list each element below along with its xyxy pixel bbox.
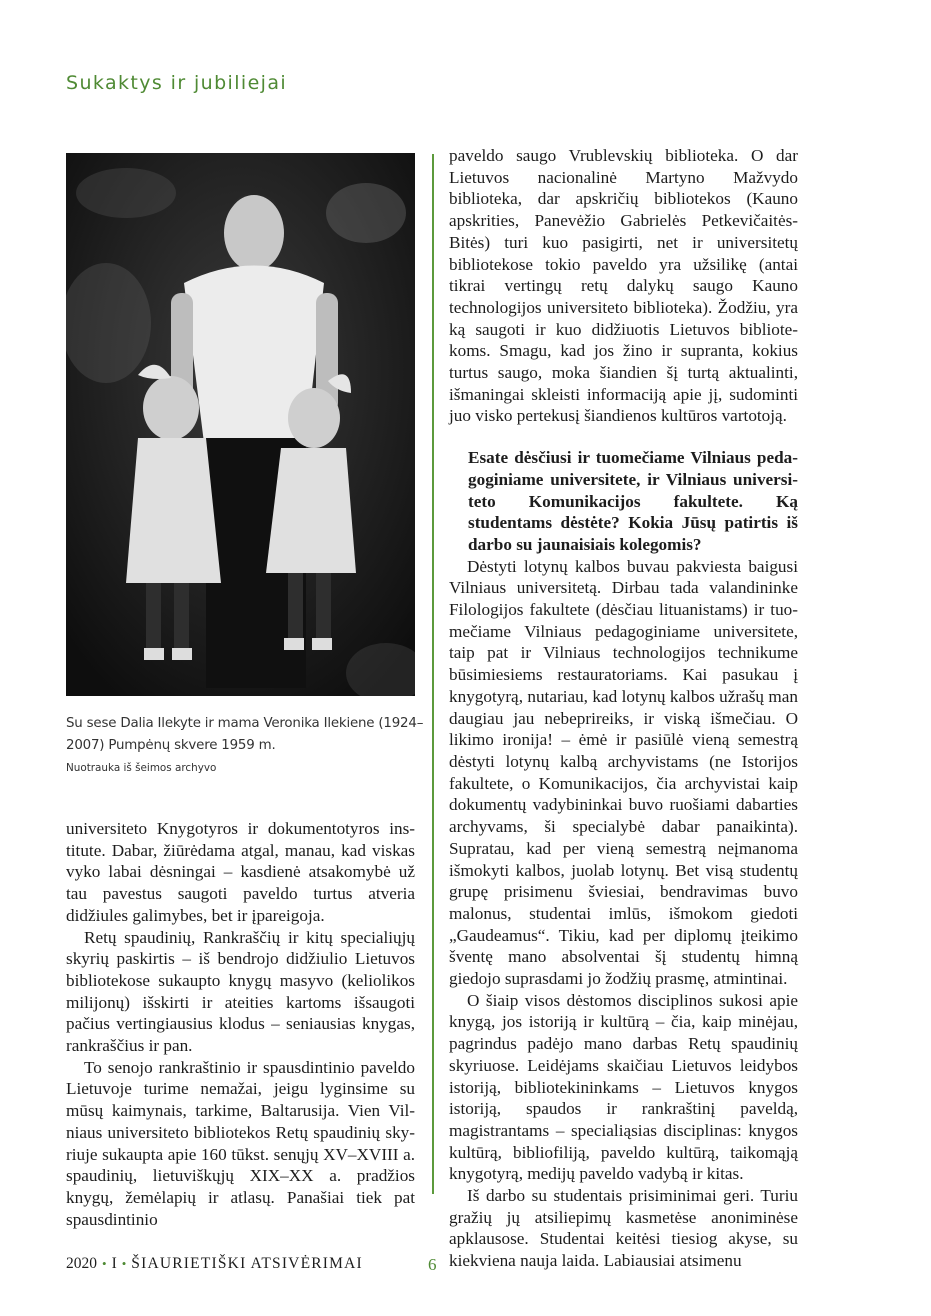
photo-credit: Nuotrauka iš šeimos archyvo <box>66 762 217 774</box>
page-number: 6 <box>428 1255 437 1274</box>
left-column <box>66 818 415 1230</box>
body-paragraph: universiteto Knygotyros ir dokumentotyros institute. Dabar, žiūrėdama atgal, manau, kad viskas vyko labai dėsningai – kasdienė atsakomybė už tau pavestus saugoti paveldo turtus atveria didžiules galimybes, bet ir įpareigoja. <box>66 819 415 925</box>
journal-title: ŠIAURIETIŠKI ATSIVĖRIMAI <box>131 1255 363 1272</box>
bullet-icon: • <box>102 1256 107 1271</box>
family-photo <box>66 153 415 696</box>
page-footer <box>66 1255 446 1273</box>
photo-caption <box>66 713 426 774</box>
body-paragraph: O šiaip visos dėstomos disciplinos sukosi apie knygą, jos istoriją ir kultūrą – čia, kaip minėjau, pagrindus padėjo mano darbas Retų spaudinių skyriuose. Leidėjams skaičiau Lietuvos leidybos istoriją, bibliotekininkams – Lietuvos knygos istoriją, spaudos ir rankraštinį paveldą, magistrantams – specialiąsias disciplinas: knygos kultūrą, bibliofiliją, paveldo kultūrą, taikomąją knygotyrą, medijų paveldo vadybą ir kitas. <box>449 990 798 1184</box>
right-column <box>449 145 798 1272</box>
footer-issue: I <box>111 1255 117 1272</box>
body-paragraph: paveldo saugo Vrublevskių biblioteka. O dar Lietuvos nacionalinė Martyno Mažvydo biblioteka, dar apskričių bibliotekos (Kauno apskrities, Panevėžio Gabrielės Petkevičaitės-Bitės) turi kuo pasigirti, net ir universitetų bibliotekose tokio paveldo yra užsilikę (antai tikrai vertingų retų dalykų saugo Kauno technologijos universiteto biblioteka). Žodžiu, yra ką saugoti ir kuo didžiuotis Lietuvos bibliotekoms. Smagu, kad jos žino ir supranta, kokius turtus saugo, moka šiandien šį turtą aktualinti, išmaningai skleisti informaciją apie jį, sudominti juo visko pertekusį šiandienos kultūros vartotoją. <box>449 146 798 426</box>
interview-question: Esate dėsčiusi ir tuomečiame Vilniaus pedagoginiame universitete, ir Vilniaus universiteto Komunikacijos fakultete. Ką studentams dėstėte? Kokia Jūsų patirtis iš darbo su jaunaisiais kolegomis? <box>468 448 798 554</box>
body-paragraph: To senojo rankraštinio ir spausdintinio paveldo Lietuvoje turime nemažai, jeigu lyginsime su mūsų kaimynais, tarkime, Baltarusija. Vien Vilniaus universiteto bibliotekos Retų spaudinių skyriuje sukaupta apie 160 tūkst. senųjų XV–XVIII a. spaudinių, lietuviškųjų XIX–XX a. pradžios knygų, žemėlapių ir atlasų. Panašiai tiek pat spausdintinio <box>66 1057 415 1229</box>
column-divider <box>432 154 434 1194</box>
caption-text: Su sese Dalia Ilekyte ir mama Veronika Ilekiene (1924–2007) Pumpėnų skvere 1959 m. <box>66 716 424 753</box>
photo-image-icon <box>66 153 415 696</box>
body-paragraph: Iš darbo su studentais prisiminimai geri. Turiu gražių jų atsiliepimų kasmetėse anoniminėse apklausose. Studentai keitėsi tiesiog akyse, su kiekviena nauja laida. Labiausiai atsimenu <box>449 1186 798 1271</box>
body-paragraph: Retų spaudinių, Rankraščių ir kitų specialiųjų skyrių paskirtis – iš bendrojo didžiulio Lietuvos bibliotekose sukaupto knygų masyvo (keliolikos milijonų) išskirti ir ateities kartoms išsaugoti pačius vertingiausius klodus – seniausias knygas, rankraščius ir pan. <box>66 927 415 1056</box>
section-title: Sukaktys ir jubiliejai <box>66 72 288 94</box>
footer-year: 2020 <box>66 1255 97 1272</box>
bullet-icon: • <box>121 1256 127 1271</box>
body-paragraph: Dėstyti lotynų kalbos buvau pakviesta baigusi Vilniaus universitetą. Dirbau tada valandininke Filologijos fakultete (dėsčiau lituanistams) ir tuomečiame Vilniaus pedagoginiame universitete, taip pat ir Vilniaus technologijos technikume būsimiesiems restauratoriams. Kai pasukau į knygotyrą, nutariau, kad lotynų kalbos užrašų man daugiau jau nebeprireiks, ir viską išmečiau. O likimo ironija! – ėmė ir pasiūlė vieną semestrą dėstyti lotynų kalbą archyvistams (ne Istorijos fakultete, o Komunikacijos, čia archyvistai kaip dokumentų vadybininkai buvo ruošiami dabarties archyvams, ši specialybė dabar panaikinta). Supratau, kad per vieną semestrą neįmanoma išmokyti kalbos, juolab lotynų. Bet visą studentų grupę prisimenu šviesiai, bendravimas buvo malonus, studentai imlūs, išmokom giedoti „Gaudeamus“. Tikiu, kad per diplomų įteikimo šventę mano absolventai šį studentų himną giedojo suprasdami jo žodžių prasmę, atmintinai. <box>449 556 798 989</box>
